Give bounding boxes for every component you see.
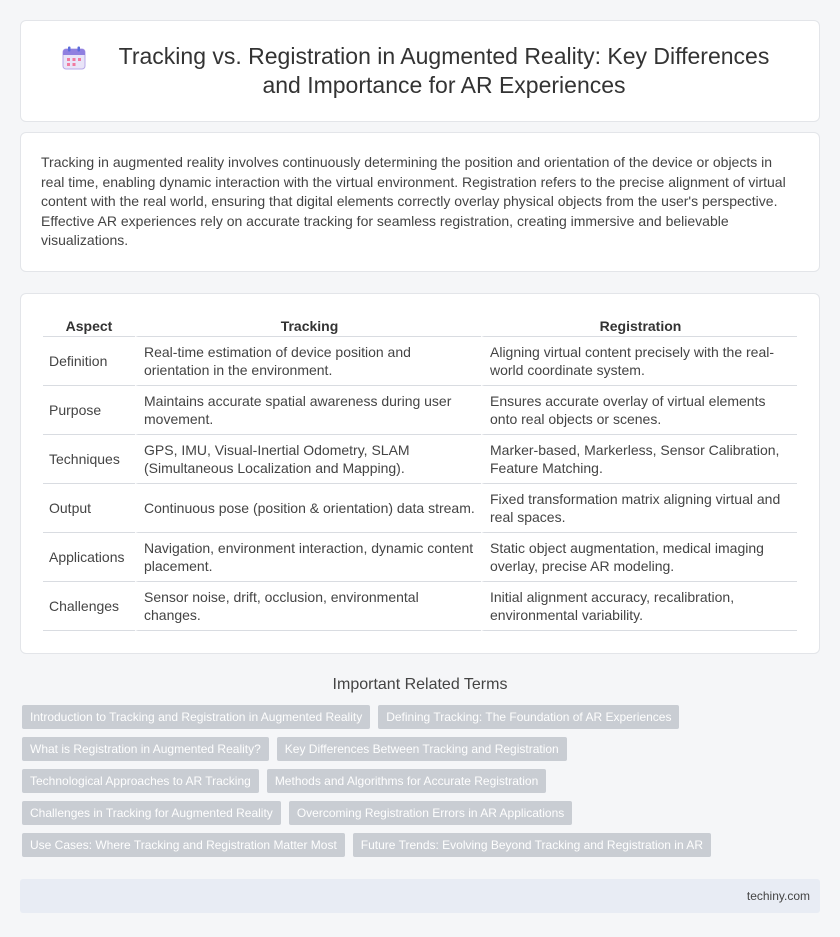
related-terms-list <box>22 705 818 865</box>
cell-tracking: GPS, IMU, Visual-Inertial Odometry, SLAM (Simultaneous Localization and Mapping). <box>135 435 481 484</box>
related-term-link[interactable]: Challenges in Tracking for Augmented Reality <box>22 801 281 825</box>
related-term-link[interactable]: Technological Approaches to AR Tracking <box>22 769 259 793</box>
related-term-link[interactable]: What is Registration in Augmented Reality? <box>22 737 269 761</box>
comparison-table-card <box>20 293 820 654</box>
cell-registration: Fixed transformation matrix aligning virtual and real spaces. <box>481 484 797 533</box>
table-row <box>43 337 797 386</box>
related-term-link[interactable]: Methods and Algorithms for Accurate Registration <box>267 769 546 793</box>
table-row <box>43 484 797 533</box>
related-term-link[interactable]: Use Cases: Where Tracking and Registration Matter Most <box>22 833 345 857</box>
table-row <box>43 386 797 435</box>
cell-aspect: Output <box>43 484 135 533</box>
cell-aspect: Challenges <box>43 582 135 631</box>
header-tracking: Tracking <box>135 316 481 337</box>
cell-aspect: Purpose <box>43 386 135 435</box>
cell-registration: Static object augmentation, medical imaging overlay, precise AR modeling. <box>481 533 797 582</box>
header-registration: Registration <box>481 316 797 337</box>
intro-text: Tracking in augmented reality involves continuously determining the position and orientation of the device or objects in real time, enabling dynamic interaction with the virtual environment. Registration refers to the precise alignment of virtual content with the real world, ensuring that digital elements correctly overlay physical objects from the user's perspective. Effective AR experiences rely on accurate tracking for seamless registration, creating immersive and believable visualizations. <box>41 154 786 249</box>
related-term-link[interactable]: Overcoming Registration Errors in AR Applications <box>289 801 572 825</box>
cell-tracking: Continuous pose (position & orientation) data stream. <box>135 484 481 533</box>
related-term-link[interactable]: Introduction to Tracking and Registration in Augmented Reality <box>22 705 370 729</box>
comparison-table <box>43 316 797 631</box>
cell-tracking: Maintains accurate spatial awareness during user movement. <box>135 386 481 435</box>
related-term-link[interactable]: Defining Tracking: The Foundation of AR Experiences <box>378 705 679 729</box>
cell-registration: Initial alignment accuracy, recalibration, environmental variability. <box>481 582 797 631</box>
cell-tracking: Sensor noise, drift, occlusion, environmental changes. <box>135 582 481 631</box>
related-terms-title: Important Related Terms <box>332 676 508 693</box>
table-row <box>43 533 797 582</box>
cell-tracking: Real-time estimation of device position and orientation in the environment. <box>135 337 481 386</box>
footer <box>20 879 820 913</box>
table-header-row <box>43 316 797 337</box>
table-row <box>43 582 797 631</box>
table-row <box>43 435 797 484</box>
related-term-link[interactable]: Key Differences Between Tracking and Registration <box>277 737 567 761</box>
intro-card <box>20 132 820 272</box>
cell-tracking: Navigation, environment interaction, dynamic content placement. <box>135 533 481 582</box>
cell-aspect: Techniques <box>43 435 135 484</box>
footer-site-link[interactable]: techiny.com <box>746 889 810 903</box>
cell-registration: Aligning virtual content precisely with the real-world coordinate system. <box>481 337 797 386</box>
cell-registration: Ensures accurate overlay of virtual elements onto real objects or scenes. <box>481 386 797 435</box>
cell-aspect: Definition <box>43 337 135 386</box>
page-title: Tracking vs. Registration in Augmented Reality: Key Differences and Importance for AR Experiences <box>118 43 770 98</box>
cell-aspect: Applications <box>43 533 135 582</box>
header-aspect: Aspect <box>43 316 135 337</box>
related-term-link[interactable]: Future Trends: Evolving Beyond Tracking and Registration in AR <box>353 833 711 857</box>
header-card <box>20 20 820 122</box>
cell-registration: Marker-based, Markerless, Sensor Calibration, Feature Matching. <box>481 435 797 484</box>
calendar-icon <box>61 45 87 71</box>
